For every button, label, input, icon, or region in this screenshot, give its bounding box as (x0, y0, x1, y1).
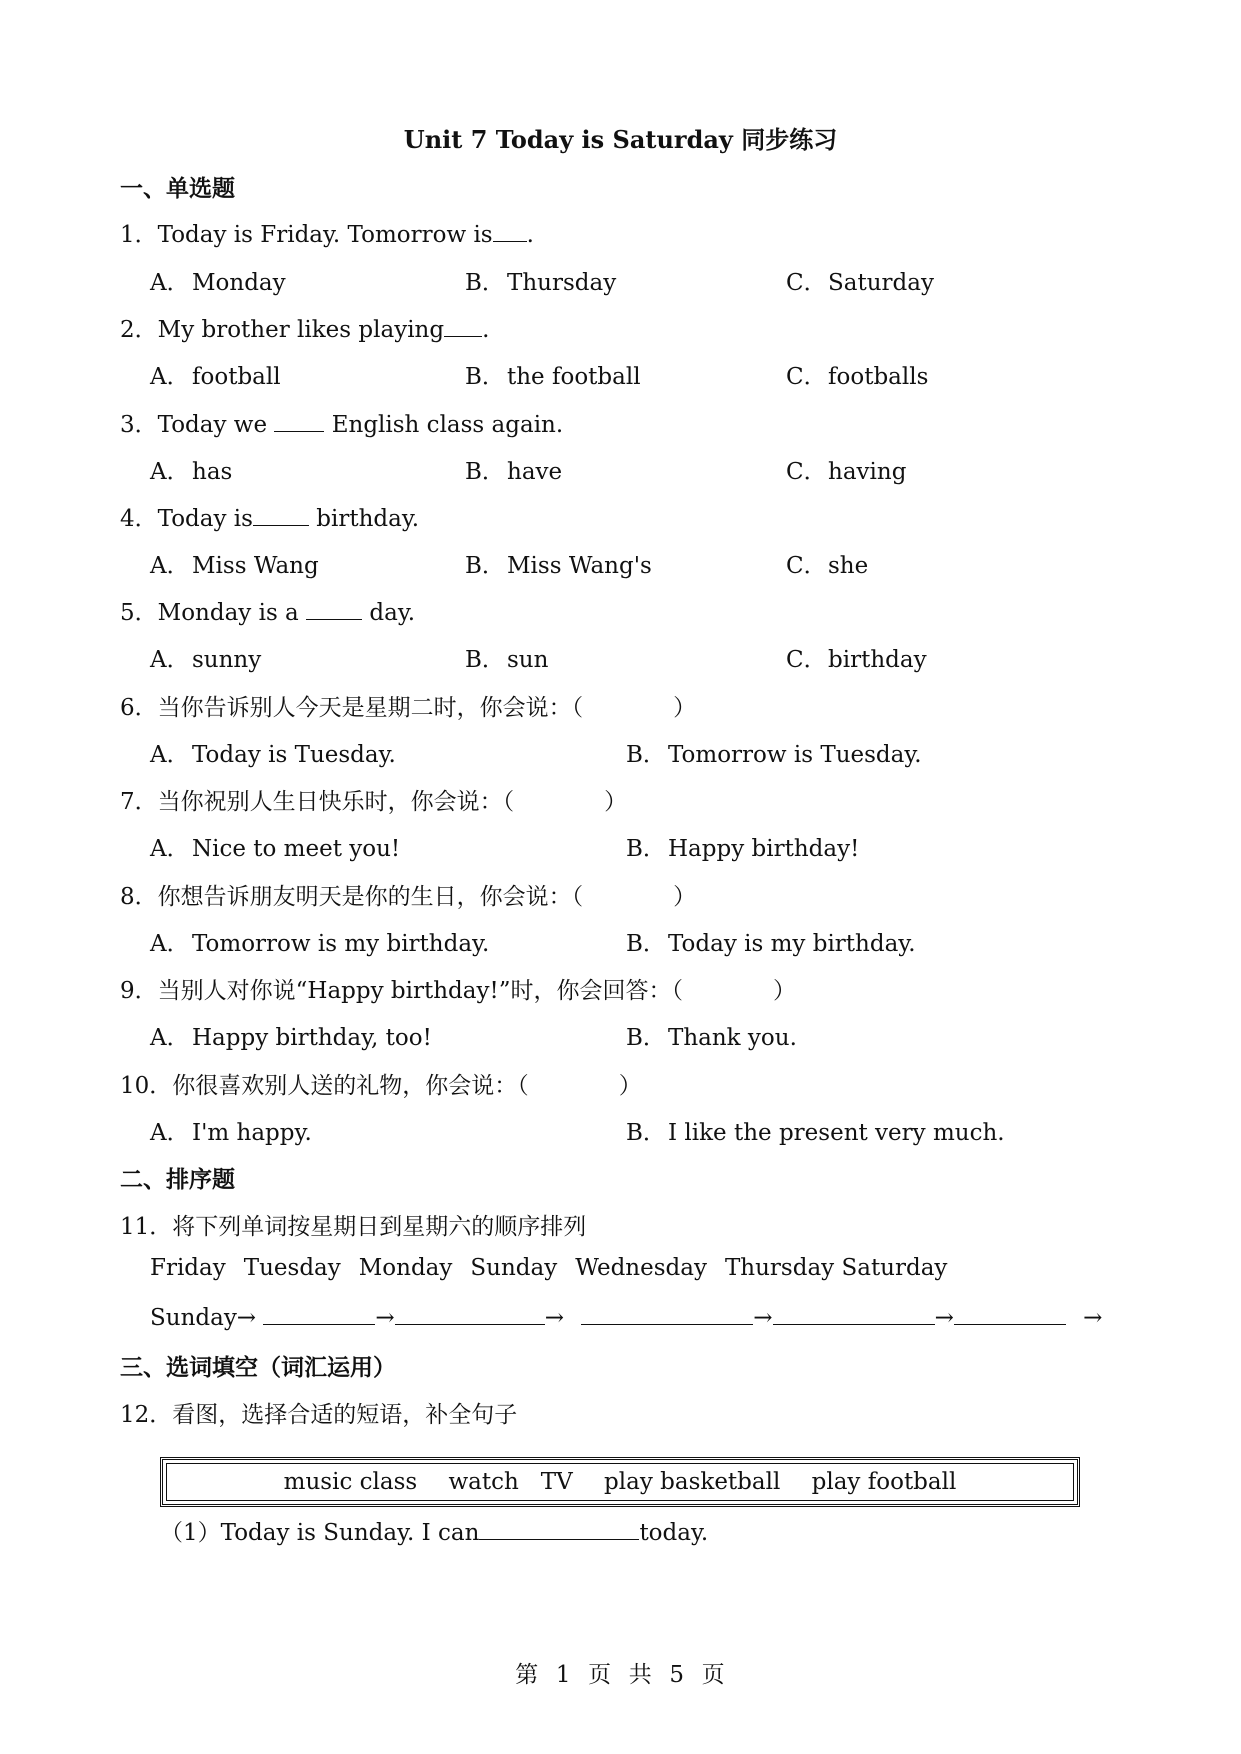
option-a: A． sunny (150, 647, 262, 673)
option-a: A． has (150, 459, 233, 485)
option-b: B．Thursday (465, 270, 617, 296)
option-c: C．she (786, 553, 869, 579)
question-number: 1． (120, 222, 158, 248)
question-1: 1．Today is Friday. Tomorrow is . (120, 216, 534, 249)
option-c: C．birthday (786, 647, 927, 673)
answer-blank[interactable] (263, 1302, 375, 1325)
section-heading-word-choice: 三、选词填空（词汇运用） (120, 1354, 396, 1381)
word-list: Friday Tuesday Monday Sunday Wednesday Thursday Saturday (150, 1255, 948, 1281)
question-6: 6．当你告诉别人今天是星期二时，你会说：（ ） (120, 695, 697, 721)
page-title: Unit 7 Today is Saturday 同步练习 (403, 125, 838, 154)
answer-blank[interactable] (444, 314, 482, 337)
section-heading-single-choice: 一、单选题 (120, 175, 235, 202)
option-a: A． Today is Tuesday. (150, 742, 396, 768)
answer-blank[interactable] (954, 1302, 1066, 1325)
question-2: 2．My brother likes playing . (120, 311, 489, 344)
question-3: 3．Today we English class again. (120, 406, 563, 439)
option-a: A． football (150, 364, 281, 390)
answer-blank[interactable] (253, 503, 309, 526)
option-b: B．have (465, 459, 563, 485)
answer-blank[interactable] (306, 597, 362, 620)
option-b: B．the football (465, 364, 641, 390)
option-a: A． Miss Wang (150, 553, 319, 579)
word-bank-item: watch TV (448, 1469, 573, 1495)
question-10: 10．你很喜欢别人送的礼物，你会说：（ ） (120, 1073, 642, 1099)
option-a: A． I'm happy. (150, 1120, 312, 1146)
option-c: C．footballs (786, 364, 929, 390)
option-b: B．Tomorrow is Tuesday. (626, 742, 922, 768)
option-c: C．having (786, 459, 907, 485)
option-b: B．Today is my birthday. (626, 931, 916, 957)
ordering-answer-row: Sunday→ → → → → → (150, 1302, 1102, 1331)
page-footer: 第 1 页 共 5 页 (515, 1662, 726, 1688)
word-bank-item: play football (811, 1469, 957, 1495)
answer-blank[interactable] (773, 1302, 935, 1325)
option-b: B．Miss Wang's (465, 553, 652, 579)
section-heading-ordering: 二、排序题 (120, 1166, 235, 1193)
option-b: B．sun (465, 647, 549, 673)
answer-blank[interactable] (395, 1302, 545, 1325)
answer-blank[interactable] (493, 219, 527, 242)
option-a: A． Monday (150, 270, 286, 296)
option-b: B．Thank you. (626, 1025, 797, 1051)
option-a: A． Nice to meet you! (150, 836, 401, 862)
question-5: 5．Monday is a day. (120, 594, 415, 627)
option-b: B．Happy birthday! (626, 836, 860, 862)
option-c: C．Saturday (786, 270, 934, 296)
word-bank-item: play basketball (604, 1469, 781, 1495)
option-a: A． Tomorrow is my birthday. (150, 931, 490, 957)
word-bank-item: music class (283, 1469, 418, 1495)
question-11: 11．将下列单词按星期日到星期六的顺序排列 (120, 1214, 587, 1240)
answer-blank[interactable] (581, 1302, 753, 1325)
option-b: B．I like the present very much. (626, 1120, 1005, 1146)
question-9: 9．当别人对你说“Happy birthday!”时，你会回答：（ ） (120, 978, 796, 1004)
word-bank-words (163, 1469, 1077, 1495)
question-7: 7．当你祝别人生日快乐时，你会说：（ ） (120, 789, 628, 815)
question-12: 12．看图，选择合适的短语，补全句子 (120, 1402, 518, 1428)
word-bank-box (160, 1457, 1080, 1507)
question-4: 4．Today is birthday. (120, 500, 419, 533)
question-8: 8．你想告诉朋友明天是你的生日，你会说：（ ） (120, 884, 697, 910)
sub-question-1: （1）Today is Sunday. I can today. (160, 1514, 708, 1547)
answer-blank[interactable] (274, 409, 324, 432)
option-a: A． Happy birthday, too! (150, 1025, 432, 1051)
answer-blank[interactable] (479, 1517, 639, 1540)
